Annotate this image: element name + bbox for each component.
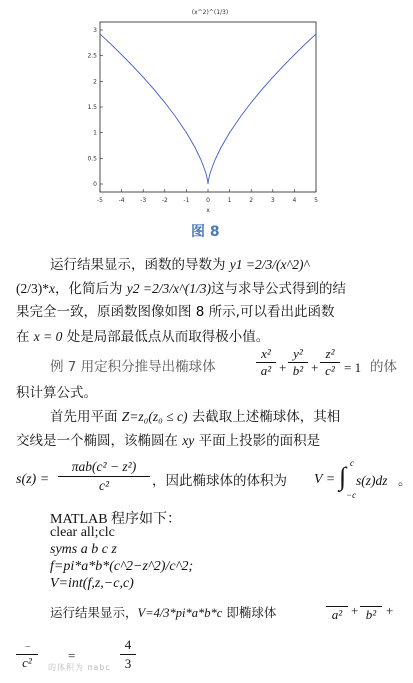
matlab-line-3: f=pi*a*b*(c^2−z^2)/c^2;	[50, 559, 194, 574]
frac-den-c2: c²	[320, 362, 340, 379]
para2-text-b: 去截取上述椭球体，其相	[187, 409, 341, 425]
para1-line3: 果完全一致，原函数图像如图 8 所示,可以看出此函数	[16, 304, 335, 320]
result-frac-2	[360, 590, 382, 623]
bottom-frac-c2	[16, 642, 38, 671]
integral-lower: −c	[346, 490, 357, 500]
result-plus: +	[351, 603, 359, 618]
plane-z0: Z=z₀(z₀ ≤ c)	[121, 409, 188, 424]
xy-plane: xy	[182, 433, 195, 448]
para2-text-d: 平面上投影的面积是	[194, 433, 321, 449]
formula-lhs: s(z) =	[16, 472, 50, 487]
area-numerator: πab(c² − z²)	[71, 459, 137, 474]
bottom-num-4: 4	[124, 637, 132, 652]
frac-num-y2: y²	[293, 346, 303, 361]
bottom-equals: =	[68, 648, 76, 663]
x-axis-label: x	[206, 207, 210, 214]
x-tick-label: 1	[227, 197, 232, 204]
frac-den-a2: a²	[256, 362, 276, 379]
area-denominator: c²	[58, 476, 150, 495]
equals-one: = 1	[344, 360, 362, 375]
y-tick-label: 2	[93, 78, 97, 86]
integral-upper: c	[350, 458, 354, 468]
para1-text-a: 运行结果显示，函数的导数为	[50, 257, 230, 273]
para2-line2	[16, 432, 320, 450]
chart-title: (x^2)^(1/3)	[191, 9, 229, 16]
figure-caption: 图 8	[191, 224, 220, 240]
y-tick-label: 1.5	[87, 104, 97, 111]
bottom-den-c2: c²	[16, 654, 38, 671]
y-tick-label: 1	[93, 129, 97, 137]
area-fraction	[58, 458, 150, 495]
example-tail: 的体	[370, 359, 397, 375]
x-tick-label: -2	[161, 197, 168, 204]
para1-line1	[50, 256, 309, 274]
var-x: x	[49, 281, 55, 296]
integral-sign: ∫	[339, 462, 347, 491]
y-tick-label: 3	[93, 27, 97, 34]
derivative-y1-cont: (2/3)*	[16, 281, 49, 296]
frac-y2-b2	[288, 346, 308, 379]
result-text-b: 即椭球体	[222, 605, 277, 620]
para2-text-a: 首先用平面	[50, 409, 122, 425]
para2-text-c: 交线是一个椭圆，该椭圆在	[16, 433, 183, 449]
result-volume: V=4/3*pi*a*b*c	[137, 606, 223, 620]
formula-end: 。	[398, 473, 412, 489]
frac-den-b2: b²	[288, 362, 308, 379]
x-tick-label: 2	[249, 197, 254, 204]
y-tick-label: 0.5	[87, 155, 97, 163]
plus-2: +	[311, 360, 319, 375]
example-lead: 例 7 用定积分推导出椭球体	[50, 359, 216, 375]
para2-line1	[50, 408, 340, 426]
frac-x2-a2	[256, 346, 276, 379]
integrand: s(z)dz	[356, 473, 388, 488]
result-frac-1	[326, 590, 348, 623]
x-tick-label: -1	[183, 197, 190, 204]
derivative-y2: y2 =2/3/x^(1/3)	[126, 281, 211, 296]
plot-frame	[100, 22, 316, 192]
plot-figure	[0, 0, 413, 232]
matlab-heading: MATLAB 程序如下：	[50, 512, 182, 527]
para1-text-b: ，化简后为	[55, 281, 127, 297]
x-tick-label: 5	[314, 197, 318, 204]
x-tick-label: 0	[206, 197, 210, 204]
result-text-a: 运行结果显示，	[50, 605, 138, 620]
x-tick-label: -4	[118, 197, 125, 204]
result-plus-2: +	[386, 603, 394, 618]
bottom-frac-4-3	[120, 636, 136, 673]
derivative-y1: y1 =2/3/(x^2)^	[229, 257, 310, 272]
y-tick-label: 0	[93, 181, 97, 188]
result-line	[50, 604, 276, 622]
para1-text-c: 这与求导公式得到的结	[210, 281, 346, 297]
result-den-b2: b²	[360, 606, 382, 623]
y-tick-label: 2.5	[87, 52, 97, 60]
x-tick-label: 4	[292, 197, 297, 204]
bottom-faded-num: ¯	[24, 645, 30, 655]
para1-line4	[16, 328, 269, 346]
volume-lhs: V =	[314, 472, 336, 487]
bottom-faded-text: 的体积为 πabc	[48, 663, 111, 672]
example-line2: 积计算公式。	[16, 385, 97, 401]
x-tick-label: -5	[97, 197, 103, 204]
para1-text-d: 在	[16, 329, 34, 345]
frac-num-x2: x²	[261, 346, 271, 361]
x-tick-label: -3	[140, 197, 147, 204]
formula-mid-text: ，因此椭球体的体积为	[152, 473, 287, 489]
para1-line2	[16, 280, 346, 298]
para1-text-e: 处是局部最低点从而取得极小值。	[62, 329, 270, 345]
matlab-line-2: syms a b c z	[50, 542, 117, 557]
result-den-a2: a²	[326, 606, 348, 623]
x-tick-label: 3	[270, 197, 275, 204]
frac-num-z2: z²	[325, 346, 335, 361]
bottom-den-3: 3	[120, 654, 136, 673]
matlab-line-4: V=int(f,z,−c,c)	[50, 576, 134, 591]
plus-1: +	[279, 360, 287, 375]
x-equals-zero: x = 0	[33, 329, 63, 344]
matlab-line-1: clear all;clc	[50, 525, 115, 540]
frac-z2-c2	[320, 346, 340, 379]
